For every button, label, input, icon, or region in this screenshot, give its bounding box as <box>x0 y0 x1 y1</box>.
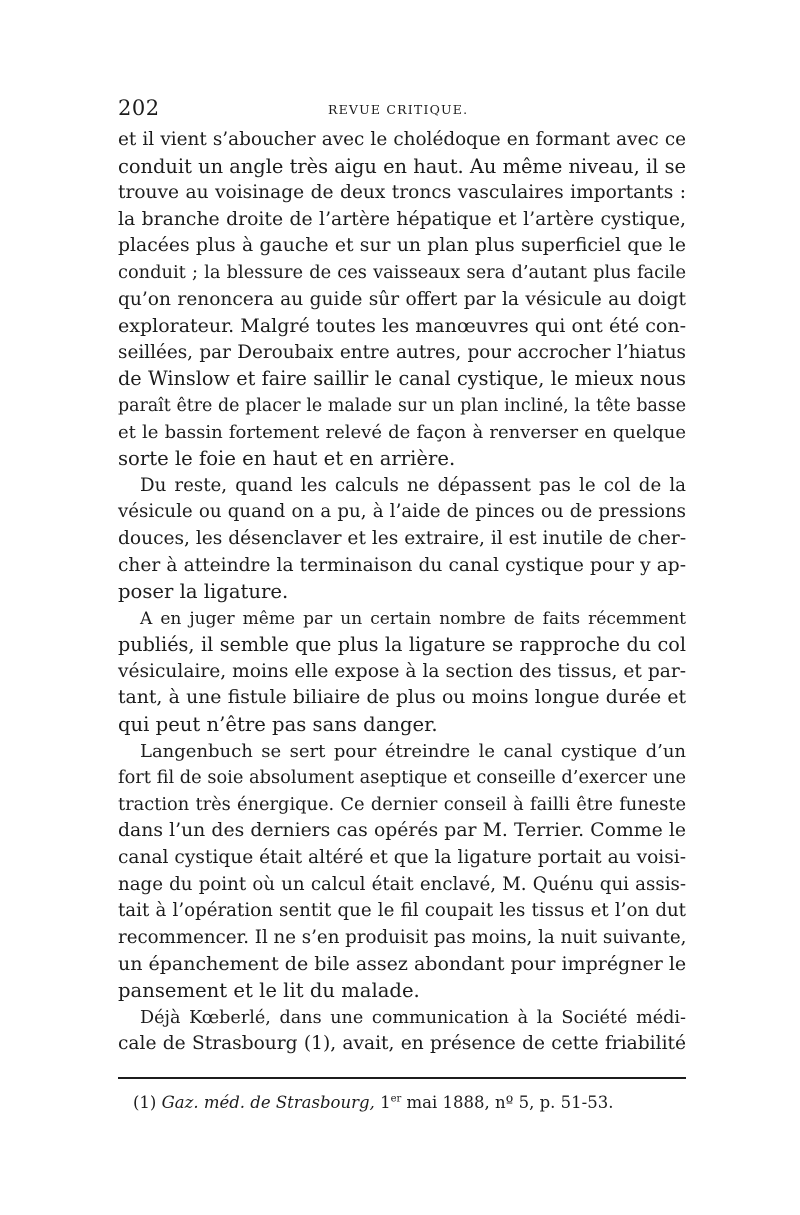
running-head: REVUE CRITIQUE. <box>328 102 469 117</box>
text-line: qui peut n’être pas sans danger. <box>118 713 438 737</box>
footnote-day-superscript: er <box>390 1093 402 1105</box>
text-line: la branche droite de l’artère hépatique et l’artère cystique, <box>118 208 686 230</box>
text-line: publiés, il semble que plus la ligature se rapproche du col <box>118 633 686 657</box>
text-line: et il vient s’aboucher avec le cholédoque en formant avec ce <box>118 129 686 150</box>
footnote-rule <box>118 1077 686 1079</box>
text-line: Langenbuch se sert pour étreindre le canal cystique d’un <box>140 740 686 762</box>
text-line: Déjà Kœberlé, dans une communication à la Société médi- <box>140 1007 686 1028</box>
text-line: qu’on renoncera au guide sûr offert par la vésicule au doigt <box>118 288 686 310</box>
text-line: canal cystique était altéré et que la ligature portait au voisi- <box>118 847 686 869</box>
text-line: A en juger même par un certain nombre de faits récemment <box>140 608 686 629</box>
text-line: poser la ligature. <box>118 580 289 604</box>
text-line: tant, à une fistule biliaire de plus ou moins longue durée et <box>118 687 686 709</box>
text-line: conduit ; la blessure de ces vaisseaux sera d’autant plus facile <box>118 261 686 283</box>
text-line: et le bassin fortement relevé de façon à renverser en quelque <box>118 421 686 443</box>
text-line: Du reste, quand les calculs ne dépassent pas le col de la <box>140 474 686 496</box>
text-line: placées plus à gauche et sur un plan plus superficiel que le <box>118 235 686 257</box>
text-line: traction très énergique. Ce dernier conseil à failli être funeste <box>118 793 686 815</box>
text-line: fort fil de soie absolument aseptique et conseille d’exercer une <box>118 767 687 789</box>
footnote-marker: (1) <box>133 1093 157 1112</box>
text-line: paraît être de placer le malade sur un plan incliné, la tête basse <box>118 395 686 416</box>
text-line: douces, les désenclaver et les extraire, il est inutile de cher- <box>118 527 687 549</box>
text-line: explorateur. Malgré toutes les manœuvres qui ont été con- <box>118 315 686 338</box>
text-line: sorte le foie en haut et en arrière. <box>118 447 456 471</box>
text-line: dans l’un des derniers cas opérés par M. Terrier. Comme le <box>118 820 686 842</box>
text-line: un épanchement de bile assez abondant pour imprégner le <box>118 953 687 976</box>
body-text <box>118 127 686 1058</box>
text-line: vésicule ou quand on a pu, à l’aide de pinces ou de pressions <box>118 501 686 523</box>
text-line: conduit un angle très aigu en haut. Au même niveau, il se <box>118 154 686 178</box>
text-line: recommencer. Il ne s’en produisit pas moins, la nuit suivante, <box>118 926 687 948</box>
text-line: pansement et le lit du malade. <box>118 979 420 1002</box>
page-header <box>118 92 686 128</box>
text-line: tait à l’opération sentit que le fil coupait les tissus et l’on dut <box>118 900 686 922</box>
footnote-day: 1 <box>380 1093 391 1112</box>
text-line: vésiculaire, moins elle expose à la section des tissus, et par- <box>118 660 686 682</box>
text-line: nage du point où un calcul était enclavé, M. Quénu qui assis- <box>118 873 686 895</box>
page-number: 202 <box>118 96 160 120</box>
text-line: cher à atteindre la terminaison du canal cystique pour y ap- <box>118 554 686 576</box>
footnote-source: Gaz. méd. de Strasbourg, <box>161 1093 375 1112</box>
footnote-reference: mai 1888, nº 5, p. 51-53. <box>406 1093 614 1112</box>
text-line: trouve au voisinage de deux troncs vasculaires importants : <box>118 182 686 204</box>
footnote <box>133 1093 673 1112</box>
text-line: de Winslow et faire saillir le canal cystique, le mieux nous <box>118 367 686 391</box>
text-line: cale de Strasbourg (1), avait, en présence de cette friabilité <box>118 1033 686 1055</box>
text-line: seillées, par Deroubaix entre autres, pour accrocher l’hiatus <box>118 341 686 363</box>
